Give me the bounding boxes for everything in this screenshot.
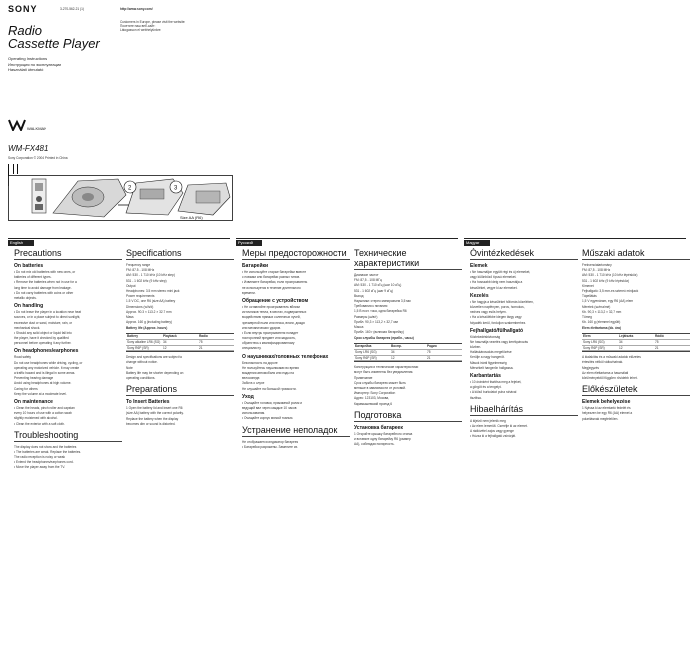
text-line: воздействию прямых солнечных лучей, — [242, 315, 301, 320]
text-line: Выход — [354, 293, 364, 298]
text-line: • Очищайте корпус мягкой тканью. — [242, 416, 294, 421]
table-header-cell: Lejátszás — [619, 334, 634, 339]
part-number: 3-270-562-21 (1) — [60, 7, 84, 11]
text-line: Do not use headphones while driving, cycling, or — [14, 360, 83, 365]
table-header-cell: Батарейка — [355, 344, 372, 349]
text-line: 1 Nyissa ki az elemtartó fedelét és — [582, 406, 631, 411]
text-line: Caring for others — [14, 386, 38, 391]
section-label-russian: Русский — [236, 240, 262, 246]
text-line: Output — [126, 283, 136, 288]
text-line: обратитесь к квалифицированному — [242, 341, 295, 346]
col6-steps — [582, 406, 690, 421]
precautions-heading: Precautions — [14, 248, 122, 260]
text-line: körülményektől függően rövidebb lehet. — [582, 375, 638, 380]
text-line: Mass — [126, 314, 134, 319]
col2-notes — [126, 355, 234, 380]
text-line: Power requirements — [126, 294, 155, 299]
text-line: personnel before operating it any further. — [14, 341, 72, 346]
text-line: • The batteries are weak. Replace the batteries. — [14, 449, 82, 454]
walkman-logo-icon — [8, 119, 46, 131]
text-line: Размеры (ш/в/г) — [354, 314, 378, 319]
text-line: FM: 87,5 - 108 MHz — [582, 268, 611, 273]
section-rule-hungarian — [464, 238, 686, 239]
table-cell: 75 — [655, 340, 659, 345]
text-line: FM: 87.5 - 108 MHz — [126, 268, 155, 273]
insert-batteries-subheading: To Insert Batteries — [126, 399, 170, 406]
text-line: • Ha a készülékbe idegen tárgy vagy — [470, 315, 522, 320]
specifications-ru-heading: Технические характеристики — [354, 248, 462, 270]
text-line: folyadék kerül, forduljon szakemberhez. — [470, 320, 527, 325]
figure-caption: Size AA (R6) — [180, 215, 203, 220]
text-line: (size AA) battery with the correct polarity. — [126, 411, 184, 416]
section-rule-english — [8, 238, 230, 239]
text-line: 531 - 1 602 kHz (9 kHz step) — [126, 278, 167, 283]
text-line: tisztítsa. — [470, 395, 482, 400]
battery-table-title: Battery life (Approx. hours) — [126, 326, 168, 331]
col2-steps — [126, 406, 234, 426]
text-line: Note — [126, 365, 133, 370]
text-line: ведущий вал через каждые 10 часов — [242, 405, 297, 410]
website-url: http://www.sony.com/ — [120, 7, 153, 11]
text-line: change without notice. — [126, 360, 158, 365]
section-label-hungarian: Magyar — [464, 240, 490, 246]
text-line: Megjegyzés — [582, 365, 600, 370]
table-cell: 12 — [163, 345, 167, 350]
text-line: Карамышевский проезд 6 — [354, 401, 392, 406]
table-header-cell: Радио — [427, 344, 437, 349]
text-line: Kerülje a nagy hangerőt. — [470, 355, 505, 360]
text-line: AM: 530 - 1 710 kHz (10 kHz lépésköz) — [582, 273, 638, 278]
text-line: • Батарейки разряжены. Замените их. — [242, 444, 299, 449]
text-line: Keep the volume at a moderate level. — [14, 391, 67, 396]
preparations-heading: Preparations — [126, 384, 234, 396]
preparations-ru-heading: Подготовка — [354, 410, 462, 422]
block-title: On handling — [14, 303, 44, 310]
text-line: Kimenet — [582, 283, 594, 288]
table-cell: Sony LR6 (SG) — [583, 340, 605, 345]
text-line: The display does not show and the batteries — [14, 444, 77, 449]
troubleshooting-heading: Troubleshooting — [14, 430, 122, 442]
text-line: AM: 530 - 1 710 кГц (шаг 10 кГц) — [354, 283, 402, 288]
text-line: excessive dust or sand, moisture, rain, or — [14, 320, 73, 325]
text-line: Méretek (sz/ma/mé) — [582, 304, 611, 309]
text-line: 1 Open the battery lid and insert one R6 — [126, 406, 183, 411]
text-line: Диапазон частот — [354, 273, 379, 277]
block-title: Kezelés — [470, 292, 489, 299]
text-line: becomes dim or sound is distorted. — [126, 421, 176, 426]
text-line: Не пользуйтесь наушниками во время — [242, 365, 299, 370]
text-line: Mások iránti figyelmesség — [470, 360, 507, 365]
text-line: • Should any solid object or liquid fall into — [14, 330, 72, 335]
table-cell: 34 — [163, 340, 167, 345]
text-line: • Extend the headphones/earphones cord. — [14, 460, 74, 465]
table-header-cell: Radio — [199, 334, 208, 339]
text-line: Tömeg — [582, 314, 592, 319]
subtitle-hu: Használati útmutató — [8, 67, 44, 72]
text-line: AM: 530 - 1 710 kHz (10 kHz step) — [126, 273, 175, 278]
url-note-en: Customers in Europe, please visit the website: — [120, 20, 186, 24]
block-title: On maintenance — [14, 398, 53, 405]
figure-mark-2: 2 — [128, 185, 132, 192]
section-label-english: English — [8, 240, 34, 246]
col2-lines — [126, 263, 234, 324]
specifications-heading: Specifications — [126, 248, 234, 260]
text-line: • Remove the batteries when not in use for a — [14, 280, 77, 285]
text-line: 1,5 В пост. тока, одна батарейка R6 — [354, 309, 407, 314]
text-line: Replace the battery when the display — [126, 416, 179, 421]
text-line: Halláskárosodás megelőzése — [470, 350, 512, 355]
text-line: • 10 óránként tisztítsa meg a fejeket, — [470, 380, 522, 384]
block-title: On batteries — [14, 263, 44, 269]
text-line: Design and specifications are subject to — [126, 355, 183, 360]
table-cell: 75 — [427, 350, 431, 355]
table-cell: Sony LR6 (SG) — [355, 350, 377, 355]
text-line: FM: 87,5 - 108 МГц — [354, 278, 382, 283]
text-line: источников тепла, в местах, подверженных — [242, 310, 307, 315]
col1-blocks — [14, 263, 122, 426]
table-cell: 21 — [427, 355, 431, 360]
preparations-hu-heading: Előkészületek — [582, 384, 690, 396]
block-title: On headphones/earphones — [14, 348, 79, 355]
text-line: • A külső burkolatot puha ruhával — [470, 390, 517, 395]
walkman-logo — [8, 118, 46, 136]
text-line: Конструкция и технические характеристики — [354, 365, 419, 370]
text-line: értesítés nélkül változhatnak. — [582, 360, 624, 365]
text-line: 1.5 V DC, one R6 (size AA) battery — [126, 299, 176, 304]
insert-batteries-hu-subheading: Elemek behelyezése — [582, 399, 631, 406]
title-line-1: Radio — [8, 23, 42, 38]
text-line: Headphones: 3.5 mm stereo mini jack — [126, 288, 180, 293]
text-line: Забота о слухе — [242, 381, 265, 386]
text-line: • Clean the heads, pinch roller and capstan — [14, 405, 75, 410]
model-note: Sony Corporation © 2004 Printed in China — [8, 156, 68, 160]
text-line: Требования к питанию — [354, 304, 388, 309]
text-line: Avoid using headphones at high volume. — [14, 381, 72, 386]
col3-lines2 — [242, 440, 350, 449]
text-line: operating any motorized vehicle. It may create — [14, 365, 80, 370]
url-note-ru: Посетите наш веб-сайт: — [120, 24, 156, 28]
text-line: • Clean the exterior with a soft cloth. — [14, 421, 65, 426]
text-line: A kialakítás és a műszaki adatok előzetes — [582, 355, 641, 360]
text-line: A rádióvétel zajos vagy gyenge — [470, 429, 514, 434]
text-line: • Do not carry batteries with coins or other — [14, 290, 74, 295]
text-line: Не отображается индикатор батареек — [242, 439, 298, 444]
col3-blocks — [242, 263, 350, 421]
table-header-cell: Battery — [127, 334, 138, 339]
troubleshooting-hu-heading: Hibaelhárítás — [470, 404, 578, 416]
section-rule-russian — [236, 238, 458, 239]
col5-blocks — [470, 263, 578, 400]
text-line: sources, or in a place subject to direct sunlight, — [14, 315, 81, 320]
text-line: készüléket, vegye ki az elemeket. — [470, 285, 518, 290]
text-line: с новыми или батарейки разных типов. — [242, 275, 301, 280]
block-title: Уход — [242, 393, 254, 400]
title-line-2: Cassette Player — [8, 36, 100, 51]
text-line: Безопасность на дороге — [242, 360, 278, 365]
text-line: Approx. 160 g (including battery) — [126, 320, 173, 325]
specifications-hu-heading: Műszaki adatok — [582, 248, 690, 260]
text-line: Frequency range — [126, 263, 151, 267]
text-line: 1 Откройте крышку батарейного отсека — [354, 431, 413, 436]
subtitle-ru: Инструкция по эксплуатации — [8, 61, 62, 67]
text-line: Battery life may be shorter depending on — [126, 370, 184, 375]
text-line: helyezzen be egy R6 (AA) elemet a — [582, 411, 633, 416]
text-line: или механических ударов. — [242, 325, 281, 330]
insert-batteries-ru-subheading: Установка батареек — [354, 424, 403, 431]
brand-logo: SONY — [8, 4, 38, 14]
table-cell: 12 — [619, 345, 623, 350]
text-line: Прибл. 90,3 × 113,2 × 32,7 мм — [354, 319, 398, 324]
text-line: batteries of different types. — [14, 275, 52, 280]
text-line: использования. — [242, 411, 266, 416]
precautions-hu-heading: Óvintézkedések — [470, 248, 578, 260]
subtitle-en: Operating Instructions — [8, 56, 48, 61]
text-line: меньше в зависимости от условий. — [354, 385, 406, 390]
text-line: времени. — [242, 290, 256, 295]
text-line: посторонний предмет или жидкость, — [242, 336, 296, 341]
text-line: közben. — [470, 345, 482, 350]
text-line: slightly moistened with alcohol. — [14, 416, 58, 421]
text-line: чрезмерной пыли или песка, влаги, дождя — [242, 320, 305, 325]
text-line: Road safety — [14, 355, 32, 360]
text-line: Dimensions (w/h/d) — [126, 304, 154, 309]
text-line: long time to avoid damage from leakage. — [14, 285, 72, 290]
url-note-hu: Látogasson el webhelyünkre: — [120, 28, 162, 32]
walkman-logo-text: WALKMAN — [27, 126, 46, 131]
text-line: a görgőt és a tengelyt. — [470, 385, 502, 390]
text-line: vagy különböző típusú elemeket. — [470, 275, 517, 280]
table-row — [126, 346, 234, 352]
subtitles — [8, 56, 61, 73]
text-line: • Ha hosszabb ideig nem használja a — [470, 280, 523, 285]
text-line: Kb. 160 g (elemmel együtt) — [582, 320, 621, 325]
text-line: Ne használja vezetés vagy kerékpározás — [470, 339, 528, 344]
text-line: вождения автомобиля или езды на — [242, 371, 294, 375]
text-line: могут быть изменены без уведомления. — [354, 370, 414, 375]
text-line: Не слушайте на большой громкости. — [242, 386, 297, 391]
table-cell: Sony R6P (SR) — [583, 345, 605, 350]
battery-table-hu-title: Elem élettartama (kb. óra) — [582, 326, 621, 331]
text-line: • Если внутрь проигрывателя попадет — [242, 330, 299, 335]
text-line: • Do not leave the player in a location near heat — [14, 310, 82, 315]
troubleshooting-ru-heading: Устранение неполадок — [242, 425, 350, 437]
col5-lines2 — [470, 419, 578, 439]
text-line: велосипеде. — [242, 376, 261, 381]
col4-steps — [354, 432, 462, 447]
table-cell: Sony R6P (SR) — [127, 345, 149, 350]
col6-lines — [582, 263, 690, 324]
text-line: • Не используйте старые батарейки вместе — [242, 270, 307, 274]
text-line: Импортер: Sony Corporation — [354, 391, 396, 396]
block-title: О наушниках/головных телефонах — [242, 353, 329, 360]
block-title: Fejhallgató/fülhallgató — [470, 327, 524, 334]
text-line: közvetlen napfényen, poros, homokos, — [470, 304, 525, 309]
text-line: АА), соблюдая полярность. — [354, 442, 395, 447]
table-header-cell: Rádió — [655, 334, 664, 339]
table-header-cell: Воспр. — [391, 344, 402, 349]
text-line: 531 - 1 602 кГц (шаг 9 кГц) — [354, 288, 393, 293]
text-line: The radio reception is noisy or weak — [14, 455, 66, 460]
text-line: the player, have it checked by qualified — [14, 336, 69, 341]
battery-table-ru-title: Срок службы батареек (прибл., часы) — [354, 336, 414, 341]
text-line: Масса — [354, 324, 364, 329]
col-specifications-en — [126, 248, 234, 668]
battery-table-hu — [582, 333, 690, 352]
text-line: 531 - 1 602 kHz (9 kHz lépésköz) — [582, 278, 630, 283]
col4-importer — [354, 391, 462, 406]
text-line: every 10 hours of use with a cotton swab — [14, 411, 72, 416]
text-line: polaritásnak megfelelően. — [582, 416, 619, 421]
table-header-cell: Playback — [163, 334, 177, 339]
table-row — [354, 356, 462, 362]
text-line: operating conditions. — [126, 375, 156, 380]
model-number: WM-FX481 — [8, 144, 49, 153]
text-line: nedves vagy esős helyen. — [470, 310, 507, 315]
text-line: Прибл. 160 г (включая батарейку) — [354, 330, 404, 335]
text-line: • Az elem lemerült. Cserélje ki az elemet. — [470, 423, 528, 428]
block-title: Karbantartás — [470, 373, 501, 379]
text-line: • Do not mix old batteries with new ones, or — [14, 270, 76, 274]
figure-mark-3: 3 — [174, 185, 178, 192]
col1-lines2 — [14, 445, 122, 470]
text-line: Tápellátás — [582, 294, 597, 299]
table-header-cell: Elem — [583, 334, 591, 339]
text-line: Mérsékelt hangerőn hallgassa. — [470, 365, 514, 370]
text-line: • Move the player away from the TV. — [14, 465, 66, 470]
block-title: Батарейки — [242, 263, 269, 269]
text-line: a traffic hazard and is illegal in some areas. — [14, 371, 76, 375]
table-row — [582, 346, 690, 352]
col4-notes — [354, 365, 462, 390]
table-cell: 12 — [391, 355, 395, 360]
text-line: metallic objects. — [14, 295, 37, 300]
table-cell: 21 — [655, 345, 659, 350]
text-line: Közlekedésbiztonság — [470, 334, 501, 339]
col-precautions-ru — [242, 248, 350, 668]
table-cell: 75 — [199, 340, 203, 345]
text-line: • Очищайте головки, прижимной ролик и — [242, 400, 303, 405]
text-line: • Ne hagyja a készüléket hőforrás közelében, — [470, 299, 534, 304]
col-specifications-ru — [354, 248, 462, 668]
precautions-ru-heading: Меры предосторожности — [242, 248, 350, 260]
battery-table — [126, 333, 234, 352]
col-precautions-en — [14, 248, 122, 668]
text-line: 1,5 V egyenáram, egy R6 (AA) elem — [582, 299, 634, 304]
text-line: Kb. 90,3 × 113,2 × 32,7 mm — [582, 309, 622, 314]
text-line: Fejhallgató: 3,5 mm-es sztereó minijack — [582, 288, 639, 293]
text-line: и вставьте одну батарейку R6 (размер — [354, 436, 411, 441]
url-notes — [120, 20, 185, 32]
text-line: mechanical shock. — [14, 325, 41, 330]
table-cell: Sony alkaline LR6 (SG) — [127, 340, 161, 345]
text-line: Approx. 90.3 × 113.2 × 32.7 mm — [126, 309, 172, 314]
text-line: специалисту. — [242, 346, 262, 351]
text-line: Preventing hearing damage — [14, 376, 54, 381]
col-specifications-hu — [582, 248, 690, 668]
col4-lines — [354, 273, 462, 334]
text-line: Срок службы батареек может быть — [354, 380, 406, 385]
table-cell: 34 — [391, 350, 395, 355]
battery-table-ru — [354, 343, 462, 362]
table-cell: 34 — [619, 340, 623, 345]
text-line: • Húzza ki a fejhallgató zsinórját. — [470, 434, 516, 439]
battery-insertion-figure — [8, 175, 233, 221]
block-title: Elemek — [470, 263, 488, 269]
text-line: Az elem élettartama a használati — [582, 370, 629, 375]
text-line: Наушники: стерео миниразъем 3,5 мм — [354, 298, 411, 303]
text-line: A kijelző nem jelenik meg — [470, 418, 506, 423]
text-line: Примечание — [354, 375, 373, 380]
text-line: не используется в течение длительного — [242, 285, 301, 290]
text-line: • Извлеките батарейки, если проигрыватель — [242, 280, 308, 285]
col-precautions-hu — [470, 248, 578, 668]
text-line: • Ne használjon együtt régi és új elemeket, — [470, 270, 531, 274]
text-line: • Не оставляйте проигрыватель вблизи — [242, 304, 300, 309]
text-line: Frekvenciatartomány — [582, 263, 612, 267]
col6-notes — [582, 355, 690, 380]
text-line: Адрес: 123103, Москва, — [354, 396, 390, 401]
table-cell: Sony R6P (SR) — [355, 355, 377, 360]
block-title: Обращение с устройством — [242, 297, 309, 304]
table-cell: 21 — [199, 345, 203, 350]
